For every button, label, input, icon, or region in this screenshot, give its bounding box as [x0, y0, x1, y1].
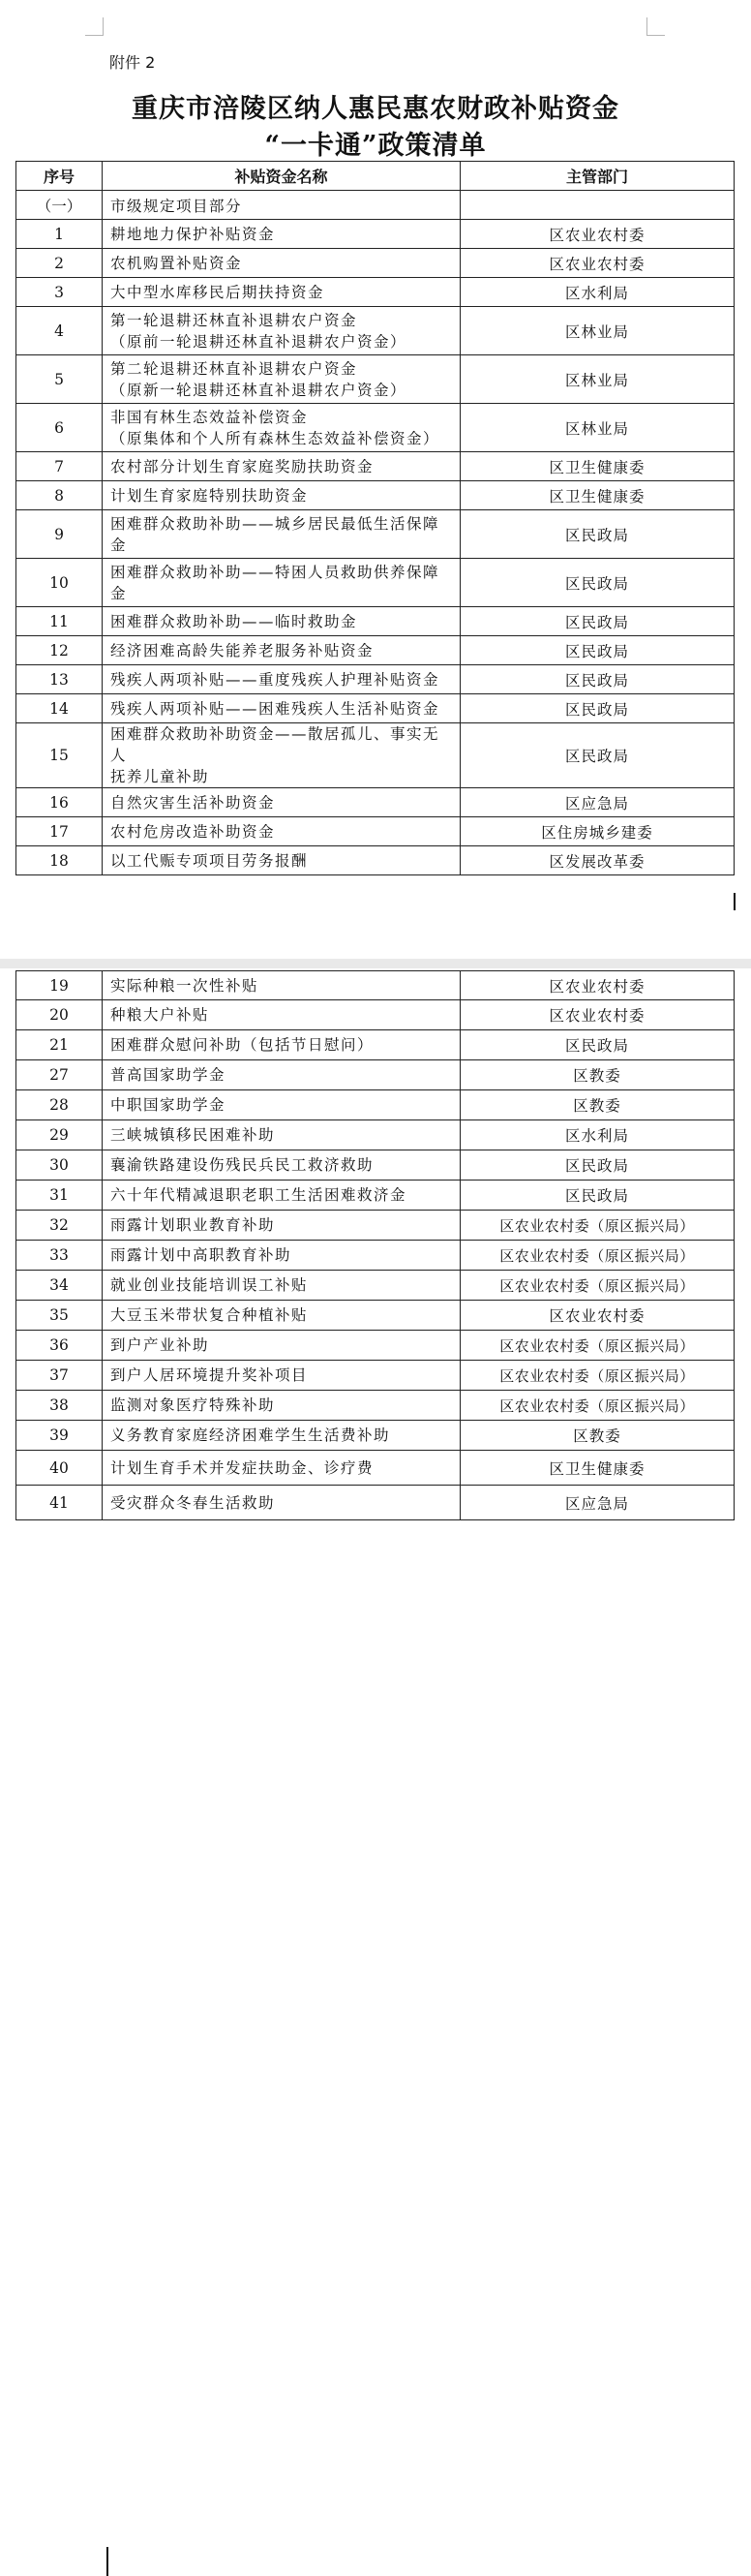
- subsidy-name-line: 金: [110, 584, 128, 602]
- subsidy-name: [103, 1030, 461, 1060]
- department: 区林业局: [461, 307, 735, 355]
- row-number: 9: [16, 510, 103, 559]
- table-row: [16, 1486, 735, 1520]
- department: 区农业农村委: [461, 1000, 735, 1030]
- row-number: 3: [16, 278, 103, 307]
- subsidy-name: [103, 278, 461, 307]
- subsidy-name: [103, 1271, 461, 1301]
- table-row: [16, 694, 735, 723]
- row-number: 30: [16, 1150, 103, 1181]
- table-row: [16, 1391, 735, 1421]
- department: 区民政局: [461, 1181, 735, 1211]
- table-row: [16, 249, 735, 278]
- subsidy-name: [103, 1486, 461, 1520]
- subsidy-name-line: 雨露计划中高职教育补助: [110, 1246, 292, 1264]
- row-number: 16: [16, 788, 103, 817]
- subsidy-name-line: 三峡城镇移民困难补助: [110, 1126, 276, 1144]
- department: 区民政局: [461, 559, 735, 607]
- header-name: 补贴资金名称: [103, 162, 461, 191]
- department: 区民政局: [461, 1030, 735, 1060]
- subsidy-name: [103, 1301, 461, 1331]
- subsidy-name: [103, 665, 461, 694]
- subsidy-name-line: 耕地地力保护补贴资金: [110, 225, 276, 243]
- subsidy-name-line: 到户产业补助: [110, 1336, 210, 1354]
- table-row: [16, 307, 735, 355]
- subsidy-name-line: 困难群众救助补助——临时救助金: [110, 612, 358, 630]
- subsidy-name-line: 大豆玉米带状复合种植补贴: [110, 1306, 309, 1324]
- row-number: 5: [16, 355, 103, 404]
- policy-table-part-1: [15, 161, 735, 875]
- row-number: 4: [16, 307, 103, 355]
- row-number: 33: [16, 1241, 103, 1271]
- text-cursor: [106, 2547, 108, 2576]
- row-number: 27: [16, 1060, 103, 1090]
- page-break: [0, 959, 751, 968]
- subsidy-name-line: 普高国家助学金: [110, 1066, 226, 1084]
- row-number: 21: [16, 1030, 103, 1060]
- section-name: 市级规定项目部分: [103, 191, 461, 220]
- table-row: [16, 355, 735, 404]
- row-number: 40: [16, 1451, 103, 1486]
- subsidy-name-line: 雨露计划职业教育补助: [110, 1216, 276, 1234]
- subsidy-name-line: 就业创业技能培训误工补贴: [110, 1276, 309, 1294]
- row-number: 32: [16, 1211, 103, 1241]
- annex-label: 附件 2: [109, 53, 156, 72]
- department: 区应急局: [461, 1486, 735, 1520]
- row-number: 14: [16, 694, 103, 723]
- subsidy-name: [103, 1120, 461, 1150]
- section-dept: [461, 191, 735, 220]
- subsidy-name: [103, 607, 461, 636]
- subsidy-name: [103, 452, 461, 481]
- department: 区民政局: [461, 694, 735, 723]
- row-number: 19: [16, 971, 103, 1000]
- subsidy-name-line: 困难群众慰问补助（包括节日慰问）: [110, 1036, 375, 1054]
- table-row: [16, 971, 735, 1000]
- table-row: [16, 1150, 735, 1181]
- row-number: 18: [16, 846, 103, 875]
- table-row: [16, 1090, 735, 1120]
- subsidy-name-line: 经济困难高龄失能养老服务补贴资金: [110, 641, 375, 659]
- row-number: 17: [16, 817, 103, 846]
- table-row: [16, 1361, 735, 1391]
- subsidy-name: [103, 307, 461, 355]
- subsidy-name-line: 农村部分计划生育家庭奖励扶助资金: [110, 457, 375, 475]
- subsidy-name: [103, 636, 461, 665]
- subsidy-name-line: 第二轮退耕还林直补退耕农户资金: [110, 359, 358, 378]
- row-number: 15: [16, 723, 103, 788]
- table-row: [16, 1120, 735, 1150]
- section-row: [16, 191, 735, 220]
- row-number: 6: [16, 404, 103, 452]
- subsidy-name-line: 监测对象医疗特殊补助: [110, 1396, 276, 1414]
- table-row: [16, 1451, 735, 1486]
- table-row: [16, 1331, 735, 1361]
- subsidy-name-line: 残疾人两项补贴——重度残疾人护理补贴资金: [110, 670, 440, 689]
- table-row: [16, 510, 735, 559]
- subsidy-name-line: 困难群众救助补助——城乡居民最低生活保障: [110, 514, 440, 533]
- row-number: 35: [16, 1301, 103, 1331]
- department: 区农业农村委（原区振兴局）: [461, 1211, 735, 1241]
- row-number: 1: [16, 220, 103, 249]
- subsidy-name: [103, 220, 461, 249]
- department: 区农业农村委（原区振兴局）: [461, 1241, 735, 1271]
- subsidy-name-line: （原新一轮退耕还林直补退耕农户资金）: [110, 381, 407, 399]
- section-no: （一）: [16, 191, 103, 220]
- subsidy-name: [103, 1060, 461, 1090]
- department: 区农业农村委（原区振兴局）: [461, 1271, 735, 1301]
- department: 区农业农村委（原区振兴局）: [461, 1361, 735, 1391]
- page-corner-mark: [646, 17, 665, 36]
- subsidy-name-line: 计划生育家庭特别扶助资金: [110, 486, 309, 505]
- table-row: [16, 636, 735, 665]
- subsidy-name-line: 第一轮退耕还林直补退耕农户资金: [110, 311, 358, 329]
- subsidy-name-line: 自然灾害生活补助资金: [110, 793, 276, 812]
- department: 区卫生健康委: [461, 452, 735, 481]
- row-number: 7: [16, 452, 103, 481]
- subsidy-name: [103, 817, 461, 846]
- department: 区农业农村委: [461, 1301, 735, 1331]
- table-edge-mark: [734, 893, 736, 910]
- department: 区民政局: [461, 665, 735, 694]
- department: 区卫生健康委: [461, 1451, 735, 1486]
- row-number: 8: [16, 481, 103, 510]
- table-row: [16, 1271, 735, 1301]
- row-number: 20: [16, 1000, 103, 1030]
- department: 区农业农村委: [461, 220, 735, 249]
- table-row: [16, 1241, 735, 1271]
- department: 区水利局: [461, 1120, 735, 1150]
- row-number: 41: [16, 1486, 103, 1520]
- header-no: 序号: [16, 162, 103, 191]
- row-number: 38: [16, 1391, 103, 1421]
- subsidy-name: [103, 249, 461, 278]
- subsidy-name-line: 实际种粮一次性补贴: [110, 976, 259, 995]
- department: 区教委: [461, 1421, 735, 1451]
- document-page-1: [0, 0, 751, 959]
- department: 区卫生健康委: [461, 481, 735, 510]
- subsidy-name-line: 六十年代精减退职老职工生活困难救济金: [110, 1186, 407, 1204]
- row-number: 29: [16, 1120, 103, 1150]
- subsidy-name-line: 以工代赈专项项目劳务报酬: [110, 851, 309, 870]
- table-row: [16, 607, 735, 636]
- subsidy-name-line: 中职国家助学金: [110, 1096, 226, 1114]
- row-number: 31: [16, 1181, 103, 1211]
- row-number: 2: [16, 249, 103, 278]
- subsidy-name: [103, 559, 461, 607]
- subsidy-name: [103, 1150, 461, 1181]
- subsidy-name: [103, 1361, 461, 1391]
- table-row: [16, 220, 735, 249]
- department: 区林业局: [461, 355, 735, 404]
- table-row: [16, 1000, 735, 1030]
- table-row: [16, 1060, 735, 1090]
- subsidy-name: [103, 355, 461, 404]
- table-row: [16, 817, 735, 846]
- subsidy-name: [103, 723, 461, 788]
- page-corner-mark: [85, 17, 104, 36]
- subsidy-name: [103, 1241, 461, 1271]
- subsidy-name: [103, 510, 461, 559]
- row-number: 12: [16, 636, 103, 665]
- table-row: [16, 723, 735, 788]
- row-number: 10: [16, 559, 103, 607]
- department: 区应急局: [461, 788, 735, 817]
- department: 区农业农村委: [461, 971, 735, 1000]
- department: 区民政局: [461, 510, 735, 559]
- table-row: [16, 665, 735, 694]
- row-number: 13: [16, 665, 103, 694]
- table-row: [16, 1181, 735, 1211]
- table-row: [16, 452, 735, 481]
- subsidy-name-line: 金: [110, 536, 128, 554]
- subsidy-name-line: 种粮大户补贴: [110, 1006, 210, 1024]
- subsidy-name-line: 大中型水库移民后期扶持资金: [110, 283, 325, 301]
- table-row: [16, 559, 735, 607]
- subsidy-name-line: 农村危房改造补助资金: [110, 822, 276, 841]
- subsidy-name-line: 残疾人两项补贴——困难残疾人生活补贴资金: [110, 699, 440, 718]
- department: 区民政局: [461, 1150, 735, 1181]
- subsidy-name: [103, 1331, 461, 1361]
- department: 区农业农村委: [461, 249, 735, 278]
- subsidy-name-line: 义务教育家庭经济困难学生生活费补助: [110, 1426, 391, 1444]
- subsidy-name-line: 抚养儿童补助: [110, 768, 210, 785]
- department: 区水利局: [461, 278, 735, 307]
- document-title-line-2: “一卡通”政策清单: [264, 131, 487, 161]
- row-number: 37: [16, 1361, 103, 1391]
- subsidy-name: [103, 1451, 461, 1486]
- department: 区林业局: [461, 404, 735, 452]
- table-row: [16, 404, 735, 452]
- department: 区教委: [461, 1060, 735, 1090]
- subsidy-name: [103, 481, 461, 510]
- department: 区民政局: [461, 607, 735, 636]
- row-number: 36: [16, 1331, 103, 1361]
- subsidy-name: [103, 404, 461, 452]
- subsidy-name: [103, 1391, 461, 1421]
- subsidy-name-line: 受灾群众冬春生活救助: [110, 1493, 276, 1512]
- subsidy-name: [103, 694, 461, 723]
- department: 区民政局: [461, 723, 735, 788]
- subsidy-name-line: 襄渝铁路建设伤残民兵民工救济救助: [110, 1156, 375, 1174]
- subsidy-name: [103, 846, 461, 875]
- department: 区农业农村委（原区振兴局）: [461, 1331, 735, 1361]
- subsidy-name-line: 到户人居环境提升奖补项目: [110, 1366, 309, 1384]
- row-number: 28: [16, 1090, 103, 1120]
- subsidy-name-line: （原前一轮退耕还林直补退耕农户资金）: [110, 332, 407, 351]
- subsidy-name: [103, 1421, 461, 1451]
- table-row: [16, 846, 735, 875]
- department: 区住房城乡建委: [461, 817, 735, 846]
- policy-table-part-2: [15, 970, 735, 1520]
- subsidy-name: [103, 1000, 461, 1030]
- row-number: 39: [16, 1421, 103, 1451]
- table-row: [16, 788, 735, 817]
- department: 区教委: [461, 1090, 735, 1120]
- table-row: [16, 278, 735, 307]
- document-title-line-1: 重庆市涪陵区纳人惠民惠农财政补贴资金: [132, 94, 619, 124]
- subsidy-name-line: 计划生育手术并发症扶助金、诊疗费: [110, 1458, 375, 1477]
- department: 区发展改革委: [461, 846, 735, 875]
- table-header-row: [16, 162, 735, 191]
- subsidy-name: [103, 1181, 461, 1211]
- table-row: [16, 481, 735, 510]
- table-row: [16, 1301, 735, 1331]
- table-row: [16, 1211, 735, 1241]
- row-number: 34: [16, 1271, 103, 1301]
- subsidy-name: [103, 971, 461, 1000]
- subsidy-name-line: 非国有林生态效益补偿资金: [110, 408, 309, 426]
- header-dept: 主管部门: [461, 162, 735, 191]
- subsidy-name-line: 困难群众救助补助资金——散居孤儿、事实无人: [110, 725, 440, 764]
- subsidy-name-line: （原集体和个人所有森林生态效益补偿资金）: [110, 429, 440, 447]
- department: 区民政局: [461, 636, 735, 665]
- department: 区农业农村委（原区振兴局）: [461, 1391, 735, 1421]
- subsidy-name-line: 困难群众救助补助——特困人员救助供养保障: [110, 563, 440, 581]
- subsidy-name-line: 农机购置补贴资金: [110, 254, 243, 272]
- row-number: 11: [16, 607, 103, 636]
- table-row: [16, 1030, 735, 1060]
- subsidy-name: [103, 1211, 461, 1241]
- table-row: [16, 1421, 735, 1451]
- subsidy-name: [103, 1090, 461, 1120]
- subsidy-name: [103, 788, 461, 817]
